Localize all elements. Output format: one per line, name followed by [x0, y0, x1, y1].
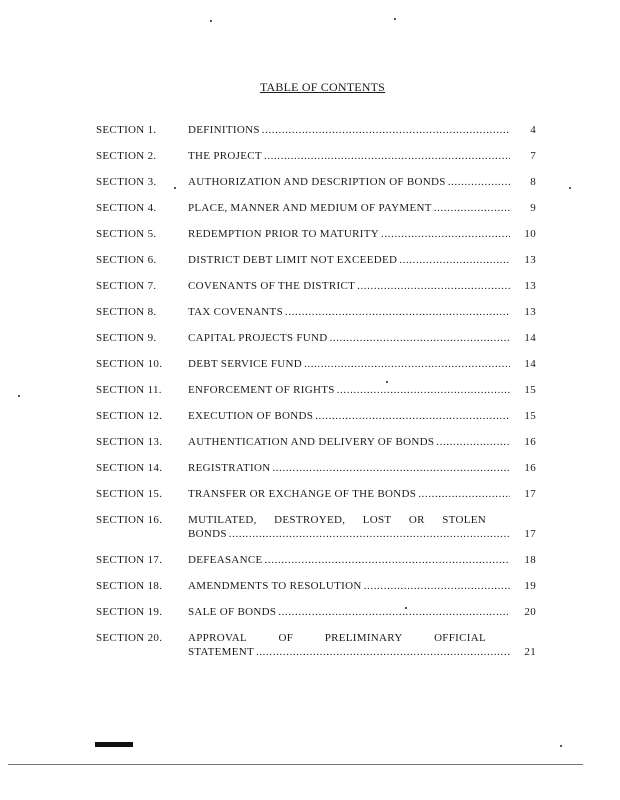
leader-dots — [364, 579, 510, 593]
leader-dots — [418, 487, 510, 501]
leader-dots — [272, 461, 510, 475]
leader-dots — [436, 435, 510, 449]
toc-entry — [96, 123, 536, 137]
leader-dots — [264, 149, 510, 163]
toc-entry — [96, 383, 536, 397]
section-number: SECTION 17. — [96, 554, 163, 566]
scan-speck — [394, 18, 396, 20]
leader-dots — [381, 227, 510, 241]
leader-dots — [329, 331, 510, 345]
scan-speck — [560, 745, 562, 747]
scan-speck — [18, 395, 20, 397]
section-title: AUTHORIZATION AND DESCRIPTION OF BONDS — [188, 176, 446, 188]
section-number: SECTION 7. — [96, 280, 157, 292]
leader-dots — [434, 201, 510, 215]
section-title: TAX COVENANTS — [188, 306, 283, 318]
section-title: EXECUTION OF BONDS — [188, 410, 314, 422]
toc-entry — [96, 487, 536, 501]
footer-mark — [95, 742, 133, 747]
section-number: SECTION 8. — [96, 306, 157, 318]
page-number: 13 — [524, 306, 536, 318]
page-number: 13 — [524, 280, 536, 292]
leader-dots — [229, 527, 510, 541]
toc-entry — [96, 461, 536, 475]
page-number: 16 — [524, 436, 536, 448]
toc-list — [96, 123, 536, 671]
toc-entry — [96, 253, 536, 267]
page-number: 10 — [524, 228, 536, 240]
section-title: DEFINITIONS — [188, 124, 260, 136]
section-title: AMENDMENTS TO RESOLUTION — [188, 580, 362, 592]
scan-speck — [210, 20, 212, 22]
toc-entry — [96, 331, 536, 345]
leader-dots — [315, 409, 510, 423]
leader-dots — [304, 357, 510, 371]
toc-entry — [96, 579, 536, 593]
section-title: STATEMENT — [188, 646, 254, 658]
toc-entry — [96, 435, 536, 449]
page-number: 19 — [524, 580, 536, 592]
leader-dots — [357, 279, 510, 293]
toc-entry — [96, 227, 536, 241]
section-title: PLACE, MANNER AND MEDIUM OF PAYMENT — [188, 202, 432, 214]
page-number: 8 — [530, 176, 536, 188]
section-number: SECTION 5. — [96, 228, 157, 240]
page-number: 15 — [524, 384, 536, 396]
section-title-line1: MUTILATED, DESTROYED, LOST OR STOLEN — [188, 514, 486, 526]
section-title-line1: APPROVAL OF PRELIMINARY OFFICIAL — [188, 632, 486, 644]
section-number: SECTION 16. — [96, 514, 163, 526]
section-title: THE PROJECT — [188, 150, 262, 162]
toc-entry — [96, 305, 536, 319]
page-number: 17 — [524, 488, 536, 500]
section-title: DEBT SERVICE FUND — [188, 358, 303, 370]
toc-entry — [96, 409, 536, 423]
leader-dots — [337, 383, 510, 397]
section-title: REDEMPTION PRIOR TO MATURITY — [188, 228, 380, 240]
section-number: SECTION 10. — [96, 358, 163, 370]
section-title: ENFORCEMENT OF RIGHTS — [188, 384, 335, 396]
leader-dots — [285, 305, 510, 319]
section-number: SECTION 4. — [96, 202, 157, 214]
toc-entry — [96, 175, 536, 189]
leader-dots — [448, 175, 510, 189]
section-number: SECTION 12. — [96, 410, 163, 422]
section-number: SECTION 15. — [96, 488, 163, 500]
page-number: 20 — [524, 606, 536, 618]
page-number: 17 — [524, 528, 536, 540]
toc-entry — [96, 605, 536, 619]
toc-entry — [96, 553, 536, 567]
toc-entry — [96, 513, 536, 541]
leader-dots — [265, 553, 510, 567]
section-number: SECTION 19. — [96, 606, 163, 618]
scan-speck — [386, 381, 388, 383]
section-number: SECTION 20. — [96, 632, 163, 644]
leader-dots — [262, 123, 510, 137]
page-number: 7 — [530, 150, 536, 162]
toc-entry — [96, 201, 536, 215]
page-number: 16 — [524, 462, 536, 474]
section-title: TRANSFER OR EXCHANGE OF THE BONDS — [188, 488, 417, 500]
section-number: SECTION 6. — [96, 254, 157, 266]
page-number: 21 — [524, 646, 536, 658]
page-number: 15 — [524, 410, 536, 422]
section-title: DISTRICT DEBT LIMIT NOT EXCEEDED — [188, 254, 398, 266]
section-title: CAPITAL PROJECTS FUND — [188, 332, 328, 344]
section-title: COVENANTS OF THE DISTRICT — [188, 280, 356, 292]
toc-entry — [96, 149, 536, 163]
section-number: SECTION 1. — [96, 124, 157, 136]
scan-speck — [569, 187, 571, 189]
leader-dots — [399, 253, 510, 267]
section-title: BONDS — [188, 528, 227, 540]
section-number: SECTION 18. — [96, 580, 163, 592]
section-number: SECTION 11. — [96, 384, 162, 396]
section-title: REGISTRATION — [188, 462, 271, 474]
section-number: SECTION 3. — [96, 176, 157, 188]
section-number: SECTION 2. — [96, 150, 157, 162]
section-number: SECTION 9. — [96, 332, 157, 344]
scan-speck — [174, 187, 176, 189]
footer-rule — [8, 764, 583, 765]
toc-entry — [96, 631, 536, 659]
section-number: SECTION 13. — [96, 436, 163, 448]
page-number: 4 — [530, 124, 536, 136]
section-title: DEFEASANCE — [188, 554, 263, 566]
toc-entry — [96, 357, 536, 371]
section-number: SECTION 14. — [96, 462, 163, 474]
page-number: 9 — [530, 202, 536, 214]
leader-dots — [256, 645, 510, 659]
page-number: 18 — [524, 554, 536, 566]
section-title: SALE OF BONDS — [188, 606, 277, 618]
scan-speck — [405, 607, 407, 609]
toc-entry — [96, 279, 536, 293]
toc-title: TABLE OF CONTENTS — [259, 80, 386, 94]
page-number: 14 — [524, 358, 536, 370]
page-number: 13 — [524, 254, 536, 266]
leader-dots — [278, 605, 510, 619]
section-title: AUTHENTICATION AND DELIVERY OF BONDS — [188, 436, 435, 448]
page-number: 14 — [524, 332, 536, 344]
